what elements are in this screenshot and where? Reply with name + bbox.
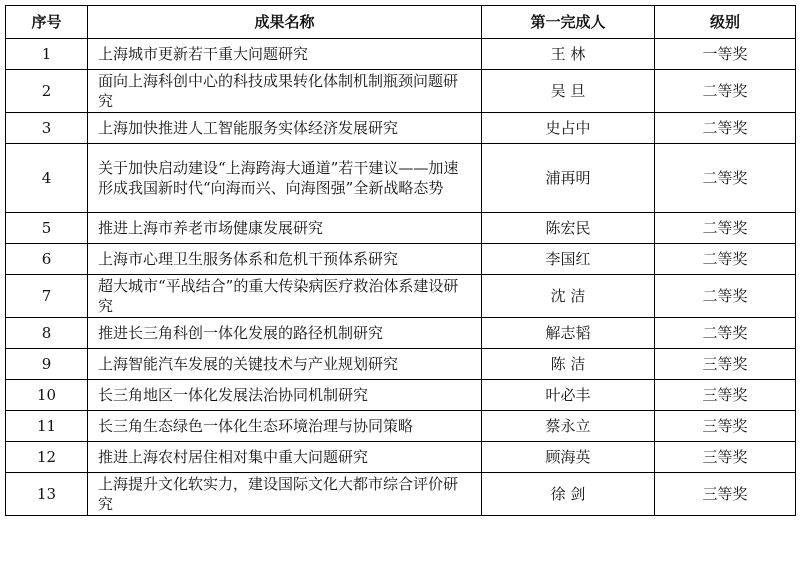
cell-no: 7 <box>6 275 88 318</box>
table-row <box>6 275 796 318</box>
cell-title: 推进上海市养老市场健康发展研究 <box>88 213 482 244</box>
cell-level: 三等奖 <box>655 442 796 473</box>
cell-title: 推进长三角科创一体化发展的路径机制研究 <box>88 318 482 349</box>
cell-person: 李国红 <box>482 244 655 275</box>
table-row <box>6 380 796 411</box>
cell-level: 二等奖 <box>655 70 796 113</box>
header-title: 成果名称 <box>88 6 482 39</box>
cell-person: 吴 旦 <box>482 70 655 113</box>
cell-title: 上海城市更新若干重大问题研究 <box>88 39 482 70</box>
cell-level: 三等奖 <box>655 473 796 516</box>
cell-level: 一等奖 <box>655 39 796 70</box>
table-row <box>6 144 796 213</box>
cell-no: 6 <box>6 244 88 275</box>
cell-person: 解志韬 <box>482 318 655 349</box>
cell-no: 3 <box>6 113 88 144</box>
cell-level: 二等奖 <box>655 144 796 213</box>
cell-title: 长三角生态绿色一体化生态环境治理与协同策略 <box>88 411 482 442</box>
cell-no: 9 <box>6 349 88 380</box>
cell-person: 徐 剑 <box>482 473 655 516</box>
table-row <box>6 244 796 275</box>
cell-person: 叶必丰 <box>482 380 655 411</box>
cell-title: 面向上海科创中心的科技成果转化体制机制瓶颈问题研究 <box>88 70 482 113</box>
cell-person: 史占中 <box>482 113 655 144</box>
cell-person: 王 林 <box>482 39 655 70</box>
cell-no: 13 <box>6 473 88 516</box>
header-person: 第一完成人 <box>482 6 655 39</box>
cell-title: 推进上海农村居住相对集中重大问题研究 <box>88 442 482 473</box>
awards-table <box>5 5 796 516</box>
cell-level: 二等奖 <box>655 318 796 349</box>
cell-title: 上海智能汽车发展的关键技术与产业规划研究 <box>88 349 482 380</box>
cell-title: 上海加快推进人工智能服务实体经济发展研究 <box>88 113 482 144</box>
table-row <box>6 318 796 349</box>
table-row <box>6 473 796 516</box>
table-row <box>6 113 796 144</box>
cell-title: 超大城市“平战结合”的重大传染病医疗救治体系建设研究 <box>88 275 482 318</box>
cell-level: 二等奖 <box>655 213 796 244</box>
cell-level: 二等奖 <box>655 113 796 144</box>
cell-no: 11 <box>6 411 88 442</box>
cell-title: 关于加快启动建设“上海跨海大通道”若干建议——加速形成我国新时代“向海而兴、向海图强”全新战略态势 <box>88 144 482 213</box>
cell-person: 沈 洁 <box>482 275 655 318</box>
cell-no: 10 <box>6 380 88 411</box>
table-row <box>6 442 796 473</box>
cell-level: 三等奖 <box>655 411 796 442</box>
cell-level: 二等奖 <box>655 275 796 318</box>
cell-title: 上海市心理卫生服务体系和危机干预体系研究 <box>88 244 482 275</box>
cell-level: 三等奖 <box>655 349 796 380</box>
header-level: 级别 <box>655 6 796 39</box>
table-row <box>6 411 796 442</box>
cell-no: 12 <box>6 442 88 473</box>
cell-level: 二等奖 <box>655 244 796 275</box>
cell-person: 陈宏民 <box>482 213 655 244</box>
cell-title: 长三角地区一体化发展法治协同机制研究 <box>88 380 482 411</box>
cell-no: 8 <box>6 318 88 349</box>
cell-person: 陈 洁 <box>482 349 655 380</box>
table-row <box>6 70 796 113</box>
table-row <box>6 349 796 380</box>
cell-no: 5 <box>6 213 88 244</box>
cell-person: 蔡永立 <box>482 411 655 442</box>
cell-no: 4 <box>6 144 88 213</box>
cell-no: 1 <box>6 39 88 70</box>
table-row <box>6 39 796 70</box>
header-no: 序号 <box>6 6 88 39</box>
table-row <box>6 213 796 244</box>
cell-person: 顾海英 <box>482 442 655 473</box>
cell-level: 三等奖 <box>655 380 796 411</box>
cell-person: 浦再明 <box>482 144 655 213</box>
header-row <box>6 6 796 39</box>
cell-no: 2 <box>6 70 88 113</box>
cell-title: 上海提升文化软实力，建设国际文化大都市综合评价研究 <box>88 473 482 516</box>
